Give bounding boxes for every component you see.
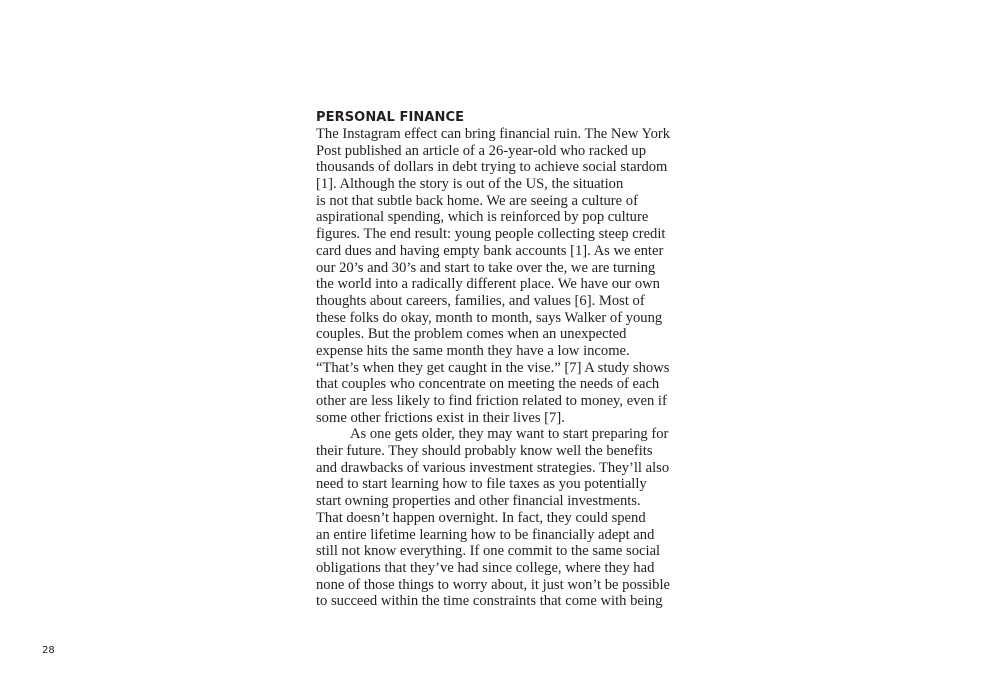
paragraph-line: none of those things to worry about, it just won’t be possible [316,576,671,593]
paragraph-line: still not know everything. If one commit to the same social [316,543,661,560]
section-heading: PERSONAL FINANCE [316,110,465,125]
text-column [316,109,671,610]
paragraph-line: and drawbacks of various investment strategies. They’ll also [316,459,670,476]
paragraph-line: couples. But the problem comes when an unexpected [316,326,627,343]
paragraph-line: As one gets older, they may want to start preparing for [350,426,669,443]
paragraph-line: The Instagram effect can bring financial ruin. The New York [316,126,671,142]
paragraph-line: figures. The end result: young people collecting steep credit [316,226,666,243]
paragraph-line: start owning properties and other financial investments. [316,493,641,510]
paragraph-line: to succeed within the time constraints that come with being [316,593,663,610]
paragraph-line: obligations that they’ve had since college, where they had [316,559,655,576]
paragraph-2 [316,426,671,610]
paragraph-line: the world into a radically different place. We have our own [316,276,660,293]
paragraph-line: these folks do okay, month to month, says Walker of young [316,309,663,326]
paragraph-line: Post published an article of a 26-year-old who racked up [316,142,646,159]
page-number: 28 [42,645,55,656]
paragraph-line: thoughts about careers, families, and values [6]. Most of [316,292,645,309]
paragraph-line: aspirational spending, which is reinforced by pop culture [316,209,649,226]
paragraph-line: that couples who concentrate on meeting the needs of each [316,376,660,393]
paragraph-line: “That’s when they get caught in the vise.” [7] A study shows [316,359,670,376]
paragraph-line: thousands of dollars in debt trying to achieve social stardom [316,159,668,176]
paragraph-line: our 20’s and 30’s and start to take over the, we are turning [316,259,656,276]
paragraph-line: That doesn’t happen overnight. In fact, they could spend [316,509,646,526]
paragraph-line: some other frictions exist in their lives [7]. [316,409,565,426]
paragraph-line: their future. They should probably know well the benefits [316,443,653,460]
paragraph-line: other are less likely to find friction related to money, even if [316,393,667,409]
paragraph-line: an entire lifetime learning how to be financially adept and [316,526,655,543]
paragraph-line: [1]. Although the story is out of the US, the situation [316,176,624,193]
paragraph-1 [316,126,671,426]
paragraph-line: card dues and having empty bank accounts [1]. As we enter [316,242,664,259]
paragraph-line: need to start learning how to file taxes as you potentially [316,476,647,493]
paragraph-line: expense hits the same month they have a low income. [316,342,630,359]
paragraph-line: is not that subtle back home. We are seeing a culture of [316,192,638,209]
